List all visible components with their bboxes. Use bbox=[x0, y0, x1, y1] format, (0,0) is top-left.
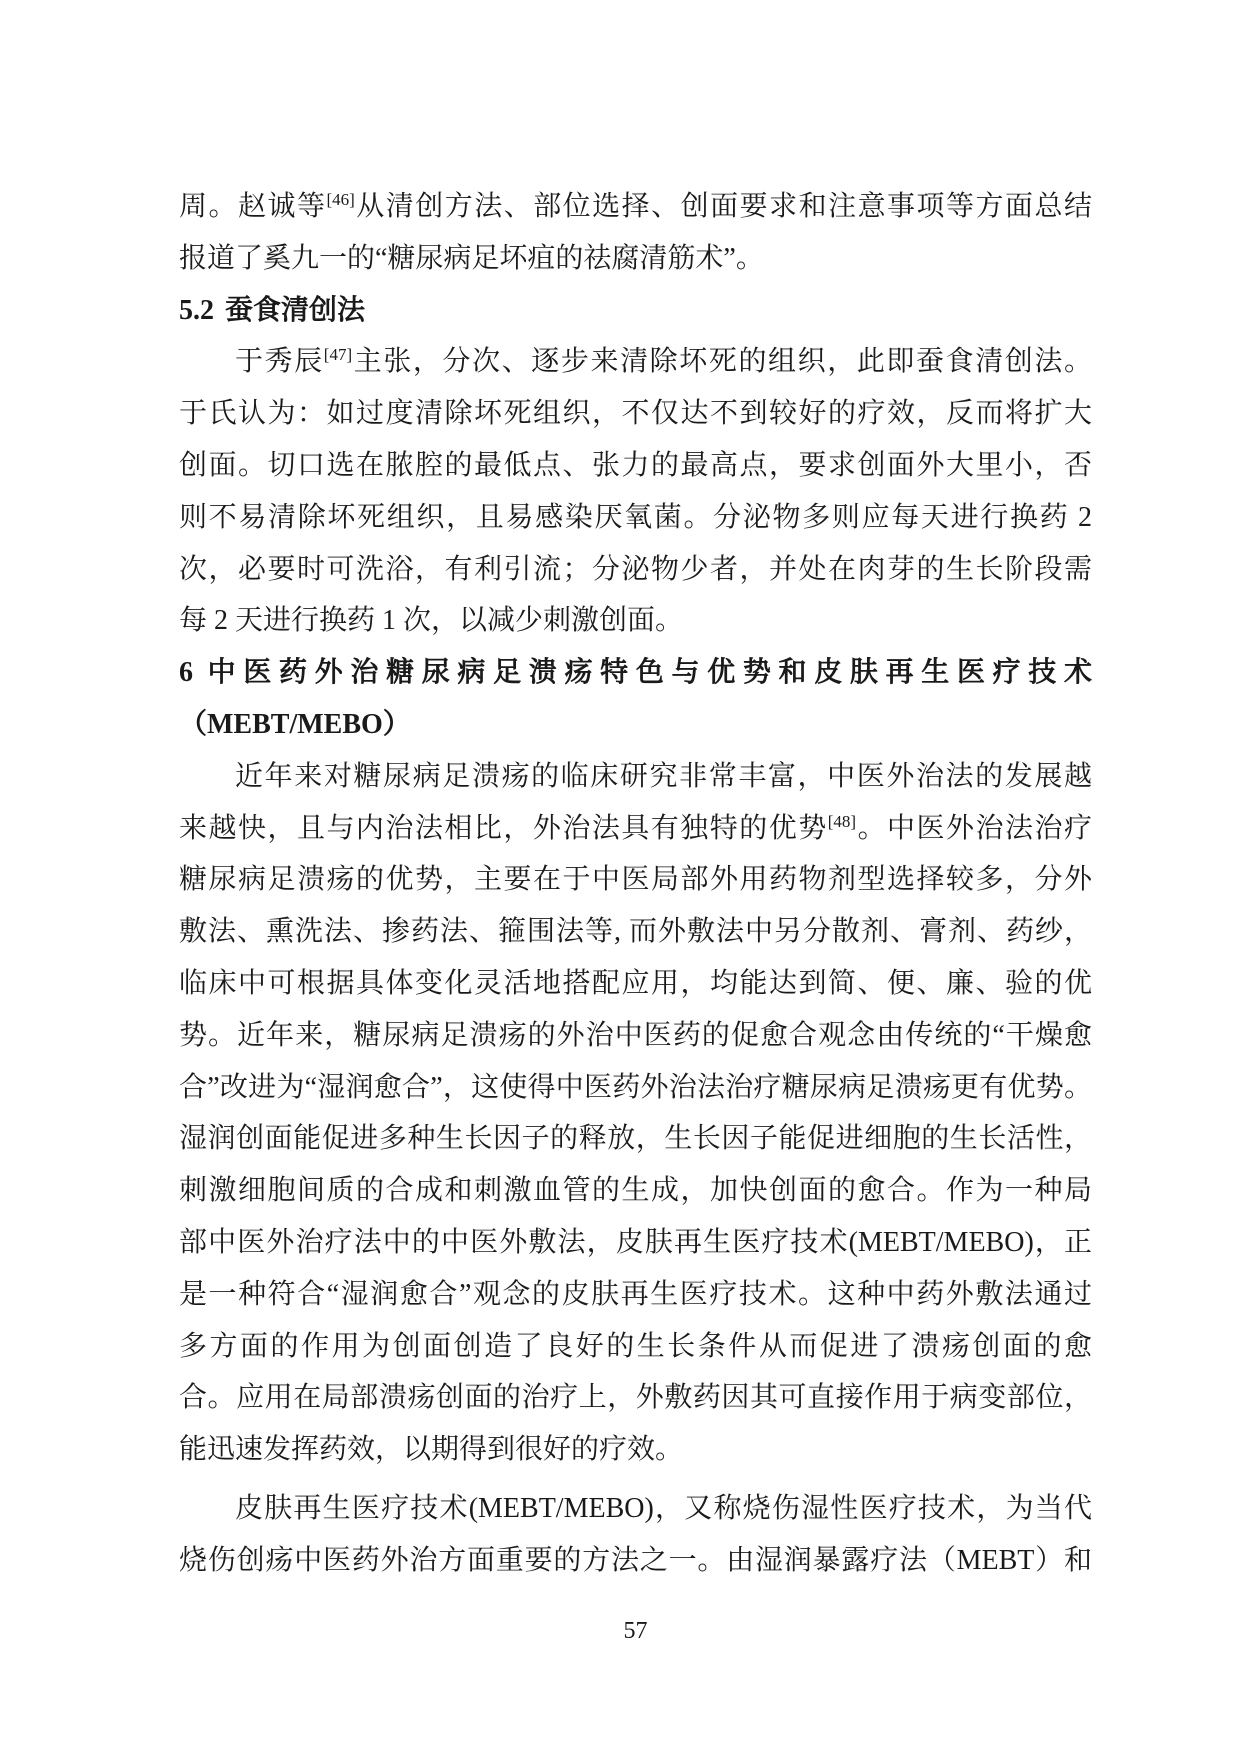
text-segment: 来越快，且与内治法相比，外治法具有独特的优势 bbox=[179, 812, 828, 844]
text-line bbox=[179, 336, 1092, 388]
text-segment: 于秀辰 bbox=[235, 346, 324, 378]
citation-superscript: [48] bbox=[827, 811, 857, 831]
section-heading-6-continued: （MEBT/MEBO） bbox=[179, 708, 411, 740]
text-line: 糖尿病足溃疡的优势，主要在于中医局部外用药物剂型选择较多，分外 bbox=[179, 864, 1092, 896]
text-line: 是一种符合“湿润愈合”观念的皮肤再生医疗技术。这种中药外敷法通过 bbox=[179, 1278, 1092, 1310]
text-line: 合”改进为“湿润愈合”，这使得中医药外治法治疗糖尿病足溃疡更有优势。 bbox=[179, 1071, 1092, 1103]
text-line: 近年来对糖尿病足溃疡的临床研究非常丰富，中医外治法的发展越 bbox=[235, 760, 1092, 792]
text-line: 部中医外治疗法中的中医外敷法，皮肤再生医疗技术(MEBT/MEBO)，正 bbox=[179, 1226, 1092, 1258]
text-line: 每 2 天进行换药 1 次，以减少刺激创面。 bbox=[179, 605, 684, 637]
text-line: 多方面的作用为创面创造了良好的生长条件从而促进了溃疡创面的愈 bbox=[179, 1330, 1092, 1362]
text-line: 烧伤创疡中医药外治方面重要的方法之一。由湿润暴露疗法（MEBT）和 bbox=[179, 1544, 1092, 1576]
text-line: 报道了奚九一的“糖尿病足坏疽的祛腐清筋术”。 bbox=[179, 242, 764, 274]
text-line: 于氏认为：如过度清除坏死组织，不仅达不到较好的疗效，反而将扩大 bbox=[179, 398, 1092, 430]
page-number: 57 bbox=[623, 1618, 648, 1644]
text-line: 合。应用在局部溃疡创面的治疗上，外敷药因其可直接作用于病变部位， bbox=[179, 1382, 1092, 1414]
text-line: 临床中可根据具体变化灵活地搭配应用，均能达到简、便、廉、验的优 bbox=[179, 967, 1092, 999]
text-line: 次，必要时可洗浴，有利引流；分泌物少者，并处在肉芽的生长阶段需 bbox=[179, 553, 1092, 585]
body-text bbox=[179, 181, 1092, 1587]
text-line bbox=[179, 181, 1092, 233]
text-line: 能迅速发挥药效，以期得到很好的疗效。 bbox=[179, 1434, 684, 1466]
text-line: 势。近年来，糖尿病足溃疡的外治中医药的促愈合观念由传统的“干燥愈 bbox=[179, 1019, 1092, 1051]
section-heading-5-2: 5.2 蚕食清创法 bbox=[179, 294, 366, 326]
text-segment: 周。赵诚等 bbox=[179, 191, 327, 222]
text-segment: 。中医外治法治疗 bbox=[856, 812, 1092, 844]
citation-superscript: [47] bbox=[323, 345, 353, 365]
section-heading-6: 6 中医药外治糖尿病足溃疡特色与优势和皮肤再生医疗技术 bbox=[179, 657, 1092, 689]
text-line: 刺激细胞间质的合成和刺激血管的生成，加快创面的愈合。作为一种局 bbox=[179, 1175, 1092, 1207]
text-segment: 从清创方法、部位选择、创面要求和注意事项等方面总结 bbox=[354, 191, 1092, 222]
text-segment: 主张，分次、逐步来清除坏死的组织，此即蚕食清创法。 bbox=[352, 346, 1092, 378]
text-line bbox=[179, 803, 1092, 855]
text-line: 创面。切口选在脓腔的最低点、张力的最高点，要求创面外大里小，否 bbox=[179, 449, 1092, 481]
text-line: 敷法、熏洗法、掺药法、箍围法等, 而外敷法中另分散剂、膏剂、药纱， bbox=[179, 916, 1092, 948]
text-line: 则不易清除坏死组织，且易感染厌氧菌。分泌物多则应每天进行换药 2 bbox=[179, 501, 1092, 533]
citation-superscript: [46] bbox=[326, 190, 355, 209]
text-line: 皮肤再生医疗技术(MEBT/MEBO)，又称烧伤湿性医疗技术，为当代 bbox=[235, 1492, 1092, 1524]
text-line: 湿润创面能促进多种生长因子的释放，生长因子能促进细胞的生长活性， bbox=[179, 1123, 1092, 1155]
